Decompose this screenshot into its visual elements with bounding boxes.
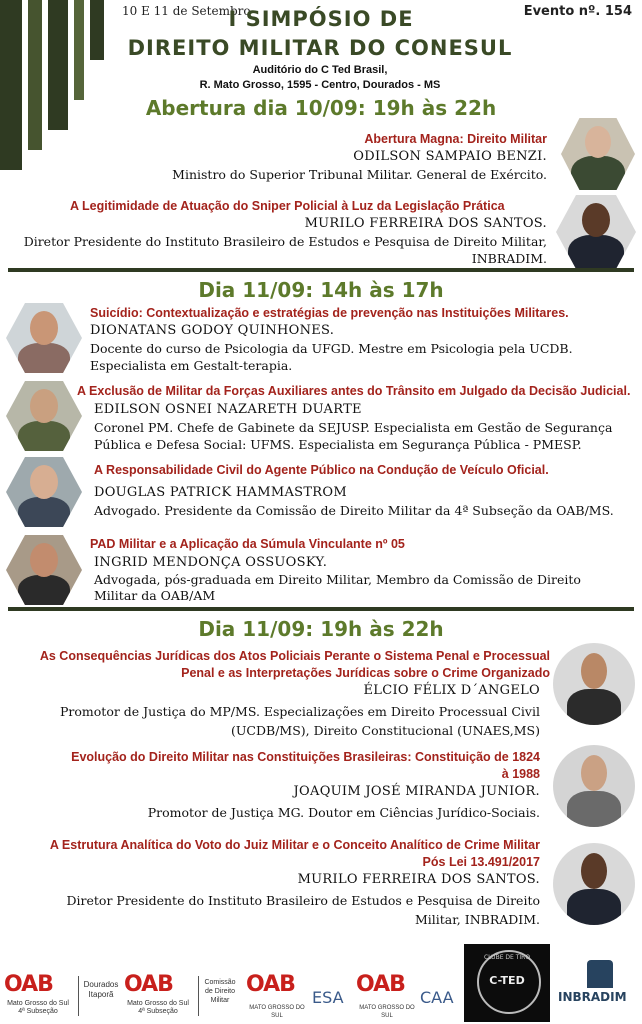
speaker-desc: Especialista em Gestalt-terapia. bbox=[90, 358, 293, 373]
speaker-name: DOUGLAS PATRICK HAMMASTROM bbox=[94, 485, 347, 500]
section-heading-dia11-noite: Dia 11/09: 19h às 22h bbox=[198, 617, 444, 641]
speaker-photo bbox=[6, 381, 82, 451]
speaker-photo bbox=[553, 843, 635, 925]
cted-ring-text: CLUBE DE TIRO bbox=[483, 954, 531, 961]
talk-title: PAD Militar e a Aplicação da Súmula Vinculante nº 05 bbox=[90, 537, 405, 551]
speaker-photo bbox=[6, 303, 82, 373]
speaker-name: INGRID MENDONÇA OSSUOSKY. bbox=[94, 555, 328, 570]
dourados-label: Dourados Itaporã bbox=[83, 980, 119, 999]
event-dates: 10 E 11 de Setembro bbox=[122, 4, 251, 18]
section-divider bbox=[8, 607, 634, 611]
speaker-name: ÉLCIO FÉLIX D´ANGELO bbox=[363, 683, 540, 698]
speaker-photo bbox=[553, 745, 635, 827]
talk-title-line: Evolução do Direito Militar nas Constituições Brasileiras: Constituição de 1824 bbox=[71, 750, 540, 764]
oab-subtitle: MATO GROSSO DO SUL bbox=[249, 1005, 305, 1019]
event-number: Evento nº. 154 bbox=[523, 4, 632, 19]
section-divider bbox=[8, 268, 634, 272]
oab-logo: OAB bbox=[246, 972, 295, 997]
speaker-desc: Diretor Presidente do Instituto Brasileiro de Estudos e Pesquisa de Direito Militar, bbox=[23, 234, 547, 249]
speaker-desc: Coronel PM. Chefe de Gabinete da SEJUSP. Especialista em Gestão de Segurança bbox=[94, 420, 613, 435]
talk-title: Abertura Magna: Direito Militar bbox=[364, 132, 547, 146]
speaker-name: MURILO FERREIRA DOS SANTOS. bbox=[297, 872, 540, 887]
speaker-desc: Pública e Defesa Social: UFMS. Especialista em Segurança Pública - PMESP. bbox=[94, 437, 582, 452]
speaker-desc: Diretor Presidente do Instituto Brasileiro de Estudos e Pesquisa de Direito bbox=[66, 893, 540, 908]
venue-line2: R. Mato Grosso, 1595 - Centro, Dourados - MS bbox=[199, 79, 441, 91]
talk-title: A Legitimidade de Atuação do Sniper Policial à Luz da Legislação Prática bbox=[70, 199, 505, 213]
sponsor-logos bbox=[0, 940, 642, 1024]
oab-subtitle: Mato Grosso do Sul 4ª Subseção bbox=[7, 1000, 69, 1015]
speaker-desc: (UCDB/MS), Direito Constitucional (UNAES,MS) bbox=[231, 723, 540, 738]
oab-logo: OAB bbox=[356, 972, 405, 997]
talk-title: A Responsabilidade Civil do Agente Público na Condução de Veículo Oficial. bbox=[94, 463, 549, 477]
talk-title-line: A Estrutura Analítica do Voto do Juiz Militar e o Conceito Analítico de Crime Militar bbox=[49, 838, 540, 852]
section-heading-abertura: Abertura dia 10/09: 19h às 22h bbox=[145, 96, 497, 120]
speaker-photo bbox=[553, 643, 635, 725]
talk-title: Suicídio: Contextualização e estratégias de prevenção nas Instituições Militares. bbox=[90, 306, 569, 320]
speaker-desc: Advogado. Presidente da Comissão de Direito Militar da 4ª Subseção da OAB/MS. bbox=[94, 503, 614, 518]
talk-title: A Exclusão de Militar da Forças Auxiliares antes do Trânsito em Julgado da Decisão Judicial. bbox=[77, 384, 631, 398]
oab-logo: OAB bbox=[124, 972, 173, 997]
speaker-desc: Militar da OAB/AM bbox=[94, 588, 216, 603]
inbradim-logo: INBRADIM bbox=[558, 990, 627, 1004]
event-title-line1: I SIMPÓSIO DE bbox=[228, 7, 414, 31]
talk-title-line: à 1988 bbox=[501, 767, 540, 781]
esa-logo: ESA bbox=[312, 988, 344, 1007]
talk-title-line: Penal e as Interpretações Jurídicas sobre o Crime Organizado bbox=[181, 666, 550, 680]
caa-logo: CAA bbox=[420, 988, 454, 1007]
inbradim-icon bbox=[587, 960, 613, 988]
cted-logo bbox=[464, 944, 550, 1022]
speaker-photo bbox=[6, 457, 82, 527]
cted-text: C-TED bbox=[489, 974, 525, 987]
event-title-line2: DIREITO MILITAR DO CONESUL bbox=[127, 36, 513, 60]
talk-title-line: Pós Lei 13.491/2017 bbox=[422, 855, 540, 869]
speaker-desc: INBRADIM. bbox=[471, 251, 547, 266]
speaker-photo bbox=[556, 195, 636, 269]
venue bbox=[150, 63, 490, 93]
speaker-photo bbox=[6, 535, 82, 605]
speaker-name: JOAQUIM JOSÉ MIRANDA JUNIOR. bbox=[293, 784, 540, 799]
talk-title-line: As Consequências Jurídicas dos Atos Policiais Perante o Sistema Penal e Processual bbox=[39, 649, 550, 663]
oab-subtitle: MATO GROSSO DO SUL bbox=[359, 1005, 415, 1019]
speaker-desc: Advogada, pós-graduada em Direito Militar, Membro da Comissão de Direito bbox=[94, 572, 581, 587]
speaker-name: MURILO FERREIRA DOS SANTOS. bbox=[304, 216, 547, 231]
speaker-desc: Promotor de Justiça MG. Doutor em Ciências Jurídico-Sociais. bbox=[147, 805, 540, 820]
oab-logo: OAB bbox=[4, 972, 53, 997]
speaker-name: EDILSON OSNEI NAZARETH DUARTE bbox=[94, 402, 362, 417]
speaker-name: ODILSON SAMPAIO BENZI. bbox=[353, 149, 547, 164]
venue-line1: Auditório do C Ted Brasil, bbox=[252, 64, 388, 76]
speaker-desc: Militar, INBRADIM. bbox=[414, 912, 540, 927]
speaker-name: DIONATANS GODOY QUINHONES. bbox=[90, 323, 335, 338]
oab-subtitle: Mato Grosso do Sul 4ª Subseção bbox=[127, 1000, 189, 1015]
speaker-desc: Promotor de Justiça do MP/MS. Especializações em Direito Processual Civil bbox=[60, 704, 540, 719]
speaker-desc: Ministro do Superior Tribunal Militar. General de Exército. bbox=[172, 167, 547, 182]
speaker-desc: Docente do curso de Psicologia da UFGD. Mestre em Psicologia pela UCDB. bbox=[90, 341, 573, 356]
speaker-photo bbox=[561, 118, 635, 190]
comissao-label: Comissão de Direito Militar bbox=[204, 979, 236, 1004]
section-heading-dia11-tarde: Dia 11/09: 14h às 17h bbox=[198, 278, 444, 302]
